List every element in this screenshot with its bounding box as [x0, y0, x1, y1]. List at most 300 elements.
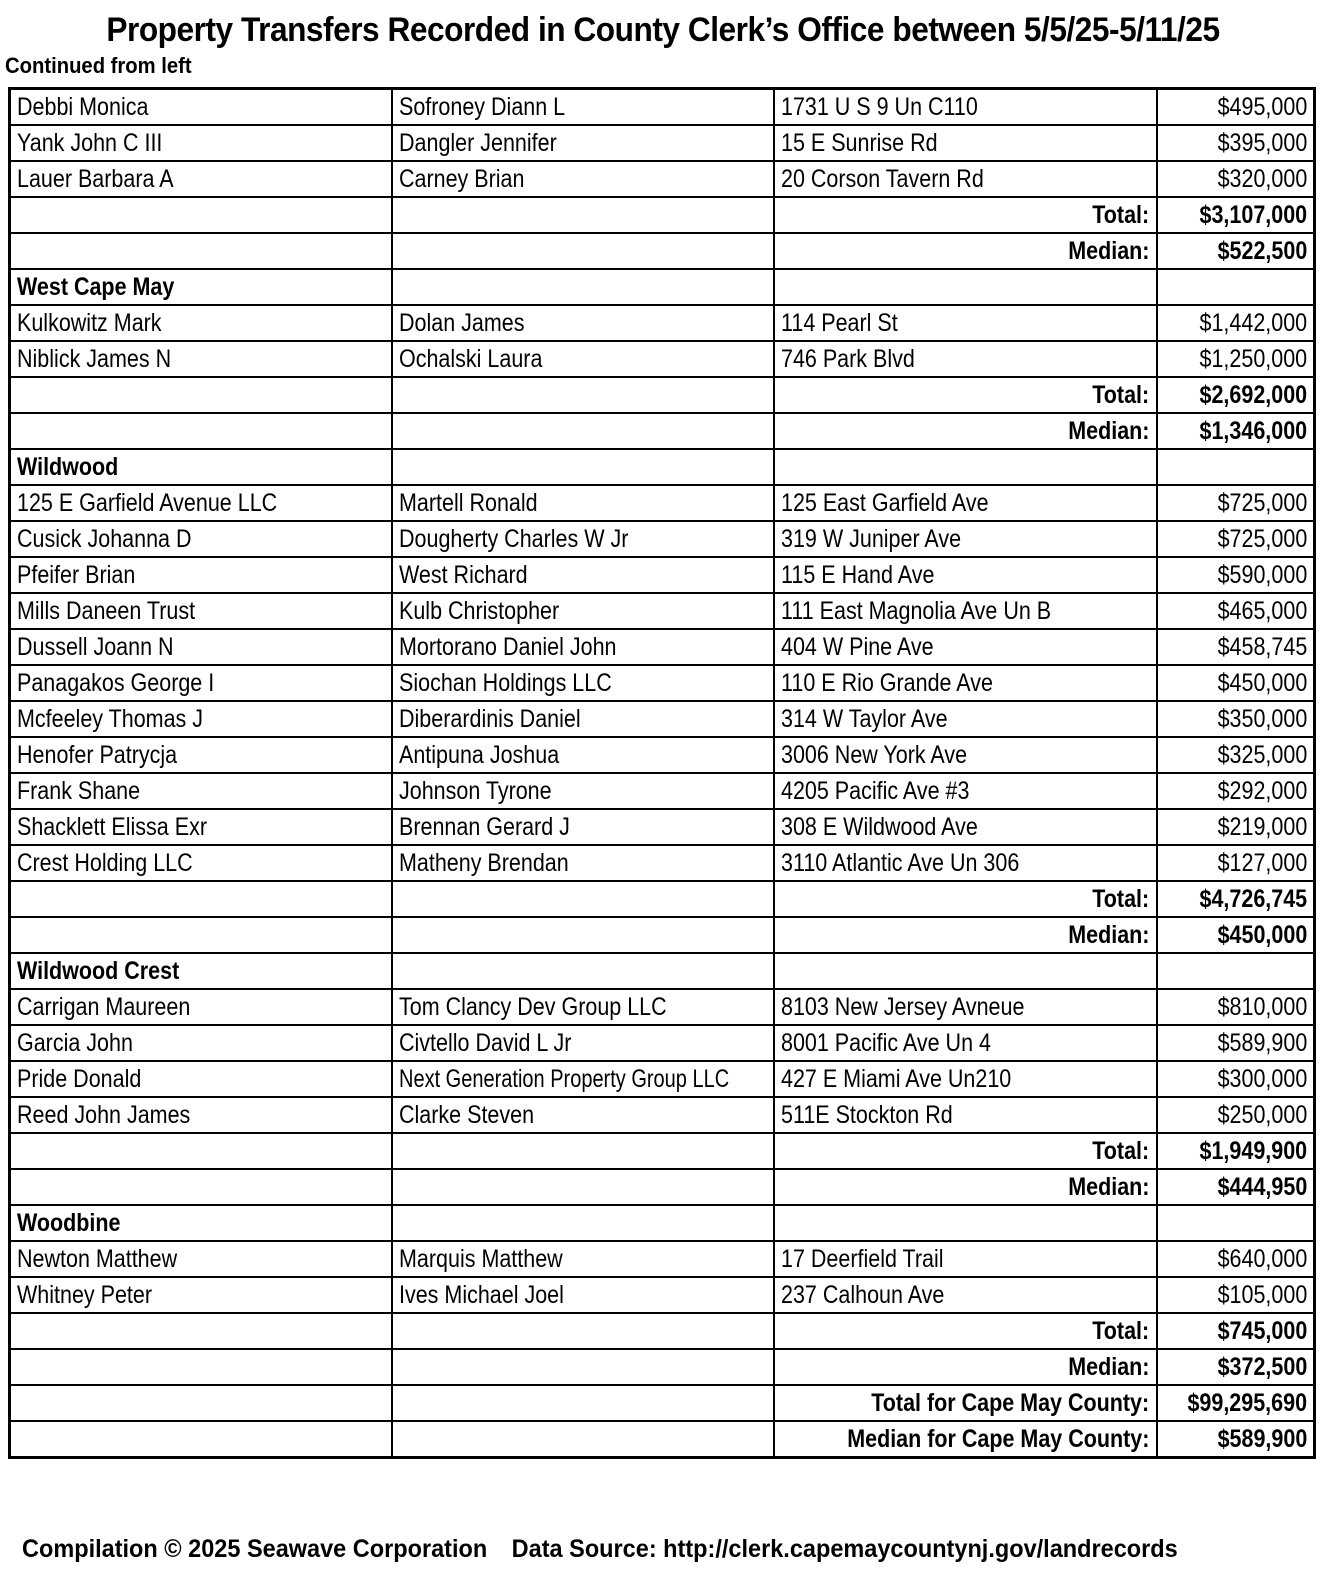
- address-cell: [774, 557, 1157, 593]
- table-row: [10, 1025, 1315, 1061]
- buyer-cell-text: Diberardinis Daniel: [398, 705, 581, 733]
- buyer-cell: [392, 1025, 774, 1061]
- price-cell-text: $325,000: [1217, 741, 1307, 769]
- summary-value-cell: [1157, 233, 1315, 269]
- seller-cell: [10, 773, 392, 809]
- table-row: [10, 629, 1315, 665]
- empty-cell: [10, 377, 392, 413]
- empty-cell: [1157, 449, 1315, 485]
- address-cell-text: 110 E Rio Grande Ave: [780, 669, 993, 697]
- price-cell: [1157, 341, 1315, 377]
- buyer-cell-text: Brennan Gerard J: [398, 813, 570, 841]
- summary-label-cell-text: Total:: [1092, 885, 1150, 913]
- summary-value-cell: [1157, 413, 1315, 449]
- address-cell: [774, 1061, 1157, 1097]
- table-row: [10, 161, 1315, 197]
- summary-label-cell: [774, 1313, 1157, 1349]
- buyer-cell: [392, 305, 774, 341]
- summary-label-cell: [774, 377, 1157, 413]
- address-cell-text: 17 Deerfield Trail: [780, 1245, 944, 1273]
- summary-row: [10, 917, 1315, 953]
- buyer-cell-text: Sofroney Diann L: [398, 93, 565, 121]
- price-cell-text: $725,000: [1217, 489, 1307, 517]
- address-cell-text: 314 W Taylor Ave: [780, 705, 948, 733]
- empty-cell: [10, 413, 392, 449]
- price-cell: [1157, 1097, 1315, 1133]
- table-row: [10, 701, 1315, 737]
- buyer-cell: [392, 1097, 774, 1133]
- address-cell-text: 511E Stockton Rd: [780, 1101, 953, 1129]
- table-row: [10, 593, 1315, 629]
- buyer-cell-text: Mortorano Daniel John: [398, 633, 617, 661]
- continued-note: Continued from left: [5, 53, 192, 78]
- empty-cell: [392, 377, 774, 413]
- summary-value-cell: [1157, 377, 1315, 413]
- summary-row: [10, 233, 1315, 269]
- table-body: [10, 89, 1315, 1458]
- buyer-cell-text: Tom Clancy Dev Group LLC: [398, 993, 667, 1021]
- table-row: [10, 125, 1315, 161]
- price-cell-text: $320,000: [1217, 165, 1307, 193]
- summary-value-cell: [1157, 1313, 1315, 1349]
- table-row: [10, 665, 1315, 701]
- seller-cell: [10, 701, 392, 737]
- summary-value-cell-text: $4,726,745: [1199, 885, 1307, 913]
- address-cell: [774, 1025, 1157, 1061]
- table-row: [10, 773, 1315, 809]
- buyer-cell-text: Dangler Jennifer: [398, 129, 557, 157]
- summary-row: [10, 881, 1315, 917]
- price-cell: [1157, 305, 1315, 341]
- seller-cell-text: Pfeifer Brian: [17, 561, 136, 589]
- buyer-cell-text: Dougherty Charles W Jr: [398, 525, 628, 553]
- summary-label-cell-text: Total:: [1092, 1317, 1150, 1345]
- buyer-cell-text: Antipuna Joshua: [398, 741, 559, 769]
- seller-cell-text: Whitney Peter: [17, 1281, 153, 1309]
- summary-label-cell-text: Median:: [1068, 921, 1150, 949]
- summary-value-cell-text: $450,000: [1217, 921, 1307, 949]
- address-cell-text: 404 W Pine Ave: [780, 633, 934, 661]
- seller-cell: [10, 629, 392, 665]
- summary-row: [10, 377, 1315, 413]
- table-row: [10, 1097, 1315, 1133]
- price-cell: [1157, 1061, 1315, 1097]
- buyer-cell-text: Siochan Holdings LLC: [398, 669, 612, 697]
- buyer-cell: [392, 125, 774, 161]
- address-cell-text: 125 East Garfield Ave: [780, 489, 989, 517]
- summary-value-cell: [1157, 1133, 1315, 1169]
- price-cell: [1157, 1277, 1315, 1313]
- empty-cell: [774, 449, 1157, 485]
- buyer-cell: [392, 593, 774, 629]
- price-cell-text: $495,000: [1217, 93, 1307, 121]
- address-cell: [774, 773, 1157, 809]
- empty-cell: [392, 233, 774, 269]
- seller-cell-text: Yank John C III: [17, 129, 163, 157]
- buyer-cell: [392, 845, 774, 881]
- summary-label-cell: [774, 233, 1157, 269]
- buyer-cell-text: Next Generation Property Group LLC: [398, 1065, 729, 1093]
- price-cell-text: $127,000: [1217, 849, 1307, 877]
- summary-label-cell: [774, 1385, 1157, 1421]
- summary-value-cell-text: $2,692,000: [1199, 381, 1307, 409]
- summary-label-cell-text: Median for Cape May County:: [847, 1425, 1150, 1453]
- address-cell: [774, 845, 1157, 881]
- price-cell: [1157, 989, 1315, 1025]
- empty-cell: [392, 197, 774, 233]
- section-name-cell: [10, 1205, 392, 1241]
- price-cell: [1157, 773, 1315, 809]
- seller-cell-text: Niblick James N: [17, 345, 172, 373]
- summary-label-cell: [774, 197, 1157, 233]
- address-cell: [774, 341, 1157, 377]
- seller-cell-text: Frank Shane: [17, 777, 141, 805]
- address-cell-text: 8103 New Jersey Avneue: [780, 993, 1024, 1021]
- price-cell-text: $465,000: [1217, 597, 1307, 625]
- buyer-cell: [392, 629, 774, 665]
- price-cell-text: $105,000: [1217, 1281, 1307, 1309]
- summary-value-cell-text: $372,500: [1217, 1353, 1307, 1381]
- price-cell-text: $300,000: [1217, 1065, 1307, 1093]
- seller-cell: [10, 737, 392, 773]
- address-cell: [774, 521, 1157, 557]
- summary-label-cell-text: Total for Cape May County:: [871, 1389, 1150, 1417]
- summary-row: [10, 1385, 1315, 1421]
- empty-cell: [774, 953, 1157, 989]
- empty-cell: [10, 197, 392, 233]
- price-cell: [1157, 485, 1315, 521]
- buyer-cell-text: Ives Michael Joel: [398, 1281, 564, 1309]
- seller-cell: [10, 125, 392, 161]
- footer-compilation: Compilation © 2025 Seawave Corporation: [22, 1535, 488, 1563]
- empty-cell: [392, 881, 774, 917]
- buyer-cell: [392, 485, 774, 521]
- summary-label-cell: [774, 1349, 1157, 1385]
- buyer-cell-text: Marquis Matthew: [398, 1245, 563, 1273]
- seller-cell-text: Mcfeeley Thomas J: [17, 705, 204, 733]
- table-row: [10, 845, 1315, 881]
- price-cell: [1157, 1241, 1315, 1277]
- seller-cell-text: Henofer Patrycja: [17, 741, 178, 769]
- seller-cell: [10, 593, 392, 629]
- summary-value-cell: [1157, 1349, 1315, 1385]
- seller-cell-text: Crest Holding LLC: [17, 849, 193, 877]
- address-cell: [774, 809, 1157, 845]
- section-name-cell: [10, 269, 392, 305]
- empty-cell: [10, 917, 392, 953]
- buyer-cell: [392, 521, 774, 557]
- seller-cell: [10, 305, 392, 341]
- buyer-cell: [392, 341, 774, 377]
- address-cell: [774, 125, 1157, 161]
- summary-row: [10, 197, 1315, 233]
- address-cell-text: 427 E Miami Ave Un210: [780, 1065, 1011, 1093]
- seller-cell: [10, 1025, 392, 1061]
- seller-cell-text: Reed John James: [17, 1101, 191, 1129]
- address-cell-text: 319 W Juniper Ave: [780, 525, 961, 553]
- buyer-cell: [392, 809, 774, 845]
- table-row: [10, 485, 1315, 521]
- buyer-cell: [392, 557, 774, 593]
- address-cell-text: 1731 U S 9 Un C110: [780, 93, 978, 121]
- price-cell: [1157, 161, 1315, 197]
- summary-label-cell-text: Total:: [1092, 201, 1150, 229]
- empty-cell: [10, 1169, 392, 1205]
- summary-row: [10, 1169, 1315, 1205]
- summary-label-cell: [774, 1421, 1157, 1458]
- address-cell: [774, 305, 1157, 341]
- buyer-cell-text: Clarke Steven: [398, 1101, 534, 1129]
- buyer-cell-text: Dolan James: [398, 309, 524, 337]
- summary-value-cell: [1157, 1169, 1315, 1205]
- address-cell-text: 237 Calhoun Ave: [780, 1281, 944, 1309]
- summary-value-cell: [1157, 1421, 1315, 1458]
- buyer-cell: [392, 1277, 774, 1313]
- summary-value-cell-text: $745,000: [1217, 1317, 1307, 1345]
- empty-cell: [392, 953, 774, 989]
- address-cell: [774, 161, 1157, 197]
- summary-label-cell-text: Median:: [1068, 1353, 1150, 1381]
- seller-cell: [10, 665, 392, 701]
- price-cell: [1157, 809, 1315, 845]
- price-cell: [1157, 125, 1315, 161]
- price-cell-text: $350,000: [1217, 705, 1307, 733]
- seller-cell: [10, 809, 392, 845]
- empty-cell: [392, 413, 774, 449]
- seller-cell-text: Pride Donald: [17, 1065, 142, 1093]
- empty-cell: [10, 1349, 392, 1385]
- empty-cell: [392, 917, 774, 953]
- summary-value-cell-text: $1,346,000: [1199, 417, 1307, 445]
- seller-cell: [10, 1097, 392, 1133]
- empty-cell: [10, 1133, 392, 1169]
- section-name-cell-text: Woodbine: [17, 1209, 121, 1237]
- summary-row: [10, 1133, 1315, 1169]
- empty-cell: [10, 233, 392, 269]
- address-cell-text: 308 E Wildwood Ave: [780, 813, 978, 841]
- address-cell: [774, 1277, 1157, 1313]
- seller-cell-text: Dussell Joann N: [17, 633, 174, 661]
- empty-cell: [392, 1385, 774, 1421]
- address-cell: [774, 593, 1157, 629]
- price-cell-text: $292,000: [1217, 777, 1307, 805]
- empty-cell: [392, 1133, 774, 1169]
- seller-cell: [10, 521, 392, 557]
- buyer-cell: [392, 1061, 774, 1097]
- address-cell-text: 114 Pearl St: [780, 309, 898, 337]
- seller-cell: [10, 341, 392, 377]
- footer-source: Data Source: http://clerk.capemaycountynj.gov/landrecords: [511, 1535, 1178, 1563]
- table-row: [10, 809, 1315, 845]
- summary-value-cell: [1157, 1385, 1315, 1421]
- address-cell-text: 111 East Magnolia Ave Un B: [780, 597, 1051, 625]
- summary-label-cell-text: Total:: [1092, 381, 1150, 409]
- address-cell-text: 20 Corson Tavern Rd: [780, 165, 984, 193]
- price-cell-text: $589,900: [1217, 1029, 1307, 1057]
- summary-row: [10, 1349, 1315, 1385]
- address-cell-text: 3110 Atlantic Ave Un 306: [780, 849, 1019, 877]
- summary-label-cell-text: Median:: [1068, 237, 1150, 265]
- seller-cell-text: Carrigan Maureen: [17, 993, 191, 1021]
- buyer-cell-text: Kulb Christopher: [398, 597, 559, 625]
- seller-cell: [10, 89, 392, 126]
- seller-cell-text: Shacklett Elissa Exr: [17, 813, 207, 841]
- summary-value-cell-text: $444,950: [1217, 1173, 1307, 1201]
- buyer-cell-text: West Richard: [398, 561, 528, 589]
- price-cell: [1157, 665, 1315, 701]
- summary-value-cell-text: $99,295,690: [1187, 1389, 1307, 1417]
- table-row: [10, 557, 1315, 593]
- summary-row: [10, 1313, 1315, 1349]
- buyer-cell-text: Civtello David L Jr: [398, 1029, 571, 1057]
- table-row: [10, 521, 1315, 557]
- empty-cell: [392, 1205, 774, 1241]
- empty-cell: [392, 1169, 774, 1205]
- buyer-cell: [392, 1241, 774, 1277]
- summary-row: [10, 413, 1315, 449]
- table-row: [10, 737, 1315, 773]
- summary-value-cell: [1157, 917, 1315, 953]
- section-header-row: [10, 1205, 1315, 1241]
- summary-value-cell-text: $522,500: [1217, 237, 1307, 265]
- address-cell: [774, 1097, 1157, 1133]
- price-cell: [1157, 1025, 1315, 1061]
- summary-label-cell: [774, 1169, 1157, 1205]
- empty-cell: [1157, 953, 1315, 989]
- empty-cell: [392, 269, 774, 305]
- empty-cell: [392, 449, 774, 485]
- address-cell: [774, 89, 1157, 126]
- buyer-cell: [392, 773, 774, 809]
- price-cell-text: $250,000: [1217, 1101, 1307, 1129]
- address-cell-text: 8001 Pacific Ave Un 4: [780, 1029, 991, 1057]
- summary-label-cell: [774, 413, 1157, 449]
- buyer-cell: [392, 737, 774, 773]
- address-cell: [774, 485, 1157, 521]
- seller-cell-text: Panagakos George I: [17, 669, 215, 697]
- buyer-cell: [392, 989, 774, 1025]
- price-cell: [1157, 557, 1315, 593]
- seller-cell-text: 125 E Garfield Avenue LLC: [17, 489, 278, 517]
- seller-cell: [10, 1277, 392, 1313]
- address-cell: [774, 737, 1157, 773]
- price-cell-text: $450,000: [1217, 669, 1307, 697]
- table-row: [10, 305, 1315, 341]
- seller-cell-text: Lauer Barbara A: [17, 165, 174, 193]
- address-cell-text: 15 E Sunrise Rd: [780, 129, 938, 157]
- price-cell-text: $725,000: [1217, 525, 1307, 553]
- address-cell: [774, 989, 1157, 1025]
- seller-cell: [10, 989, 392, 1025]
- price-cell: [1157, 737, 1315, 773]
- buyer-cell-text: Martell Ronald: [398, 489, 538, 517]
- seller-cell: [10, 845, 392, 881]
- address-cell-text: 115 E Hand Ave: [780, 561, 934, 589]
- summary-row: [10, 1421, 1315, 1458]
- address-cell: [774, 701, 1157, 737]
- buyer-cell: [392, 89, 774, 126]
- section-header-row: [10, 449, 1315, 485]
- buyer-cell: [392, 665, 774, 701]
- empty-cell: [392, 1421, 774, 1458]
- section-name-cell-text: West Cape May: [17, 273, 175, 301]
- address-cell-text: 746 Park Blvd: [780, 345, 915, 373]
- price-cell-text: $1,250,000: [1199, 345, 1307, 373]
- table-row: [10, 1061, 1315, 1097]
- summary-label-cell: [774, 881, 1157, 917]
- summary-label-cell: [774, 917, 1157, 953]
- table-row: [10, 1277, 1315, 1313]
- empty-cell: [392, 1313, 774, 1349]
- buyer-cell-text: Carney Brian: [398, 165, 524, 193]
- summary-value-cell: [1157, 197, 1315, 233]
- empty-cell: [1157, 269, 1315, 305]
- empty-cell: [10, 1385, 392, 1421]
- property-transfers-table: [8, 87, 1316, 1459]
- address-cell: [774, 1241, 1157, 1277]
- seller-cell: [10, 161, 392, 197]
- summary-value-cell-text: $3,107,000: [1199, 201, 1307, 229]
- price-cell: [1157, 89, 1315, 126]
- seller-cell-text: Newton Matthew: [17, 1245, 178, 1273]
- price-cell-text: $810,000: [1217, 993, 1307, 1021]
- price-cell: [1157, 521, 1315, 557]
- seller-cell: [10, 1061, 392, 1097]
- address-cell-text: 3006 New York Ave: [780, 741, 967, 769]
- empty-cell: [10, 881, 392, 917]
- table-row: [10, 89, 1315, 126]
- section-name-cell-text: Wildwood: [17, 453, 119, 481]
- seller-cell-text: Debbi Monica: [17, 93, 149, 121]
- table-row: [10, 1241, 1315, 1277]
- price-cell: [1157, 629, 1315, 665]
- section-header-row: [10, 269, 1315, 305]
- empty-cell: [392, 1349, 774, 1385]
- table-row: [10, 989, 1315, 1025]
- page-title: Property Transfers Recorded in County Clerk’s Office between 5/5/25-5/11/25: [106, 11, 1220, 49]
- price-cell-text: $590,000: [1217, 561, 1307, 589]
- buyer-cell: [392, 701, 774, 737]
- seller-cell-text: Kulkowitz Mark: [17, 309, 162, 337]
- address-cell-text: 4205 Pacific Ave #3: [780, 777, 969, 805]
- price-cell: [1157, 593, 1315, 629]
- buyer-cell-text: Ochalski Laura: [398, 345, 542, 373]
- section-header-row: [10, 953, 1315, 989]
- empty-cell: [774, 1205, 1157, 1241]
- price-cell-text: $458,745: [1217, 633, 1307, 661]
- table-row: [10, 341, 1315, 377]
- price-cell: [1157, 701, 1315, 737]
- empty-cell: [10, 1421, 392, 1458]
- price-cell-text: $1,442,000: [1199, 309, 1307, 337]
- seller-cell: [10, 557, 392, 593]
- address-cell: [774, 665, 1157, 701]
- summary-label-cell-text: Median:: [1068, 417, 1150, 445]
- buyer-cell: [392, 161, 774, 197]
- address-cell: [774, 629, 1157, 665]
- empty-cell: [10, 1313, 392, 1349]
- seller-cell: [10, 485, 392, 521]
- empty-cell: [774, 269, 1157, 305]
- seller-cell-text: Garcia John: [17, 1029, 133, 1057]
- empty-cell: [1157, 1205, 1315, 1241]
- price-cell-text: $395,000: [1217, 129, 1307, 157]
- section-name-cell-text: Wildwood Crest: [17, 957, 180, 985]
- price-cell-text: $640,000: [1217, 1245, 1307, 1273]
- summary-value-cell-text: $1,949,900: [1199, 1137, 1307, 1165]
- buyer-cell-text: Johnson Tyrone: [398, 777, 552, 805]
- seller-cell-text: Cusick Johanna D: [17, 525, 192, 553]
